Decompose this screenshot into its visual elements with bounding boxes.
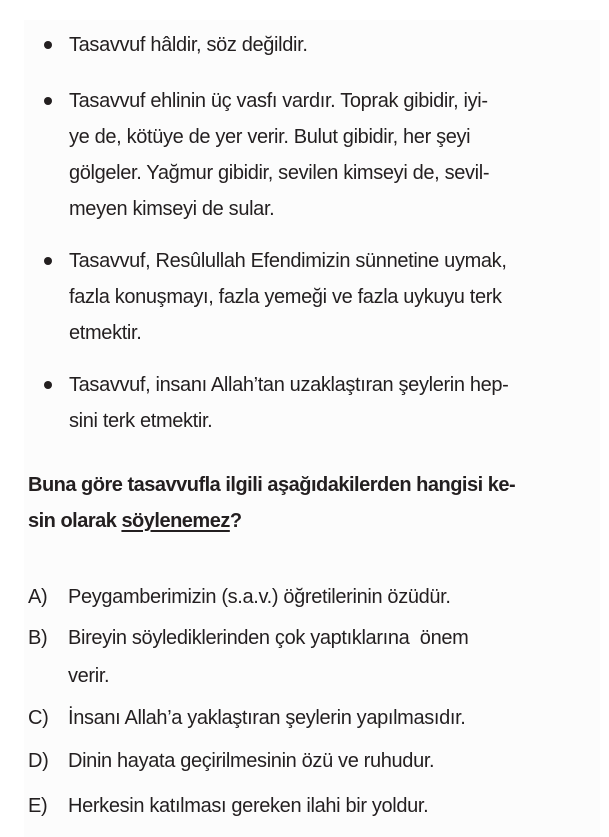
bullet-icon — [44, 257, 52, 265]
option-line: verir. — [68, 665, 110, 687]
statement-line: fazla konuşmayı, fazla yemeği ve fazla uykuyu terk — [69, 286, 502, 308]
question-mark: ? — [229, 510, 242, 532]
statement-line: sini terk etmektir. — [69, 410, 213, 432]
question-stem — [28, 467, 588, 539]
statement-text — [69, 367, 589, 439]
option-line: Dinin hayata geçirilmesinin özü ve ruhudur. — [68, 750, 435, 772]
bullet-icon — [44, 381, 52, 389]
option-text — [68, 742, 588, 780]
option-line: Bireyin söylediklerinden çok yaptıklarına önem — [68, 627, 469, 649]
question-emphasis: söylenemez — [121, 510, 230, 532]
option-text — [68, 619, 588, 695]
option-letter: A) — [28, 586, 48, 608]
option-text — [68, 787, 588, 825]
option-line: Herkesin katılması gereken ilahi bir yoldur. — [68, 795, 429, 817]
statement-line: Tasavvuf ehlinin üç vasfı vardır. Toprak gibidir, iyi- — [69, 90, 488, 112]
option-letter: E) — [28, 795, 48, 817]
statement-text — [69, 83, 589, 227]
question-line-2 — [28, 503, 588, 539]
option-line: Peygamberimizin (s.a.v.) öğretilerinin özüdür. — [68, 586, 451, 608]
statement-line: Tasavvuf, insanı Allah’tan uzaklaştıran şeylerin hep- — [69, 374, 509, 396]
option-text — [68, 578, 588, 616]
statement-line: gölgeler. Yağmur gibidir, sevilen kimseyi de, sevil- — [69, 162, 490, 184]
option-line: İnsanı Allah’a yaklaştıran şeylerin yapılmasıdır. — [68, 707, 466, 729]
option-letter: D) — [28, 750, 49, 772]
bullet-icon — [44, 97, 52, 105]
statement-text — [69, 243, 589, 351]
statement-line: ye de, kötüye de yer verir. Bulut gibidir, her şeyi — [69, 126, 471, 148]
option-letter: C) — [28, 707, 49, 729]
statement-line: etmektir. — [69, 322, 142, 344]
option-letter: B) — [28, 627, 48, 649]
question-prefix: sin olarak — [28, 510, 122, 532]
statement-line: Tasavvuf hâldir, söz değildir. — [69, 34, 308, 56]
statement-line: meyen kimseyi de sular. — [69, 198, 275, 220]
statement-line: Tasavvuf, Resûlullah Efendimizin sünnetine uymak, — [69, 250, 507, 272]
option-text — [68, 699, 588, 737]
bullet-icon — [44, 41, 52, 49]
statement-text — [69, 27, 589, 63]
question-line-1: Buna göre tasavvufla ilgili aşağıdakilerden hangisi ke- — [28, 474, 516, 496]
